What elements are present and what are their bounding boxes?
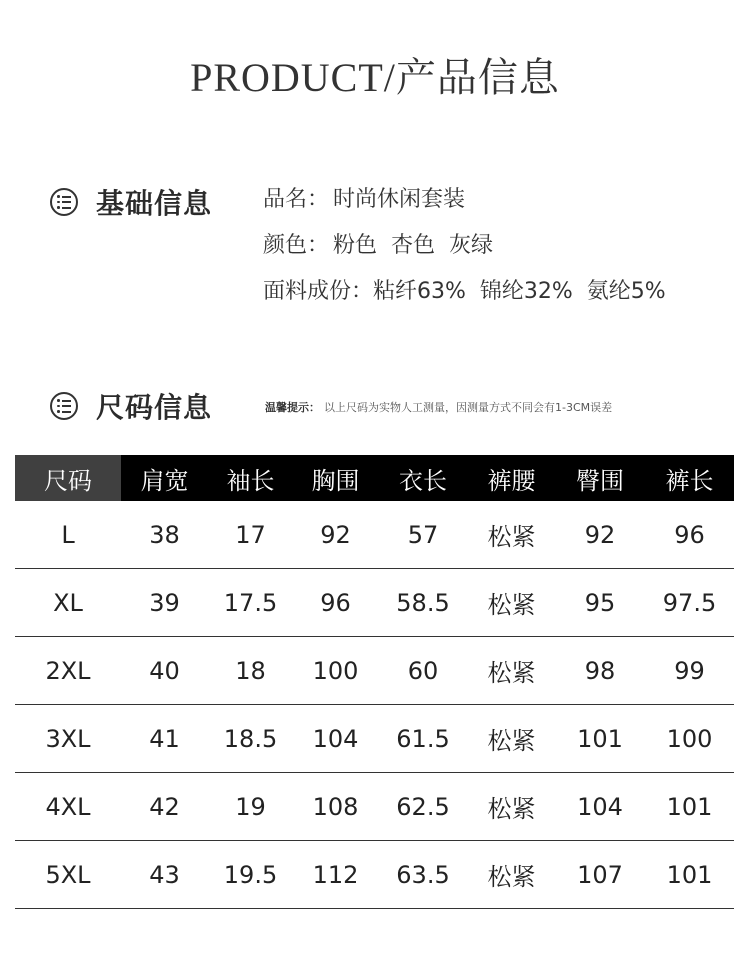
table-cell: 18.5	[208, 705, 293, 773]
table-cell: 104	[293, 705, 378, 773]
info-label: 颜色：	[263, 233, 330, 258]
table-cell: 108	[293, 773, 378, 841]
column-header: 衣长	[378, 455, 468, 501]
table-cell: 99	[645, 637, 734, 705]
table-row	[15, 569, 734, 637]
table-cell: 42	[121, 773, 208, 841]
size-info-heading	[50, 386, 212, 426]
basic-info-lines	[263, 180, 666, 318]
table-cell: 61.5	[378, 705, 468, 773]
table-cell: 39	[121, 569, 208, 637]
table-cell: 92	[293, 501, 378, 569]
table-cell: 107	[555, 841, 645, 909]
table-cell: XL	[15, 569, 121, 637]
table-cell: 38	[121, 501, 208, 569]
column-header: 胸围	[293, 455, 378, 501]
table-cell: 松紧	[468, 637, 555, 705]
table-cell: 96	[293, 569, 378, 637]
info-value: 粘纤63% 锦纶32% 氨纶5%	[373, 279, 666, 304]
table-cell: 100	[645, 705, 734, 773]
table-cell: 112	[293, 841, 378, 909]
table-cell: 松紧	[468, 773, 555, 841]
table-cell: 松紧	[468, 841, 555, 909]
table-cell: 58.5	[378, 569, 468, 637]
table-cell: 19.5	[208, 841, 293, 909]
table-cell: 97.5	[645, 569, 734, 637]
basic-info-heading	[50, 182, 212, 222]
table-cell: 104	[555, 773, 645, 841]
page-title: PRODUCT/产品信息	[190, 55, 560, 100]
list-icon	[50, 188, 78, 216]
table-row	[15, 705, 734, 773]
table-cell: 101	[645, 773, 734, 841]
table-cell: 101	[555, 705, 645, 773]
table-row	[15, 637, 734, 705]
table-cell: 18	[208, 637, 293, 705]
table-header-row	[15, 455, 734, 501]
table-cell: 40	[121, 637, 208, 705]
color-line	[263, 226, 666, 272]
list-icon	[50, 392, 78, 420]
table-cell: 4XL	[15, 773, 121, 841]
table-cell: 3XL	[15, 705, 121, 773]
table-cell: 2XL	[15, 637, 121, 705]
column-header: 袖长	[208, 455, 293, 501]
table-cell: 松紧	[468, 705, 555, 773]
table-cell: 95	[555, 569, 645, 637]
table-row	[15, 501, 734, 569]
table-cell: L	[15, 501, 121, 569]
tip-text: 以上尺码为实物人工测量，因测量方式不同会有1-3CM误差	[324, 401, 613, 414]
table-cell: 松紧	[468, 569, 555, 637]
measurement-tip	[265, 399, 612, 415]
column-header: 裤长	[645, 455, 734, 501]
info-value: 时尚休闲套装	[333, 187, 466, 212]
table-cell: 43	[121, 841, 208, 909]
table-cell: 63.5	[378, 841, 468, 909]
table-cell: 98	[555, 637, 645, 705]
info-label: 面料成份：	[263, 279, 374, 304]
table-cell: 松紧	[468, 501, 555, 569]
table-row	[15, 773, 734, 841]
table-cell: 17	[208, 501, 293, 569]
table-cell: 57	[378, 501, 468, 569]
tip-label: 温馨提示：	[265, 401, 320, 414]
table-cell: 41	[121, 705, 208, 773]
product-name-line	[263, 180, 666, 226]
table-cell: 92	[555, 501, 645, 569]
table-cell: 96	[645, 501, 734, 569]
table-cell: 5XL	[15, 841, 121, 909]
table-row	[15, 841, 734, 909]
table-cell: 62.5	[378, 773, 468, 841]
size-table	[15, 455, 734, 909]
info-value: 粉色 杏色 灰绿	[333, 233, 493, 258]
table-cell: 101	[645, 841, 734, 909]
table-cell: 100	[293, 637, 378, 705]
basic-info-title: 基础信息	[96, 187, 213, 220]
column-header: 尺码	[15, 455, 121, 501]
column-header: 臀围	[555, 455, 645, 501]
fabric-line	[263, 272, 666, 318]
size-info-title: 尺码信息	[96, 391, 213, 424]
table-cell: 19	[208, 773, 293, 841]
column-header: 肩宽	[121, 455, 208, 501]
table-cell: 17.5	[208, 569, 293, 637]
table-cell: 60	[378, 637, 468, 705]
column-header: 裤腰	[468, 455, 555, 501]
info-label: 品名：	[263, 187, 330, 212]
